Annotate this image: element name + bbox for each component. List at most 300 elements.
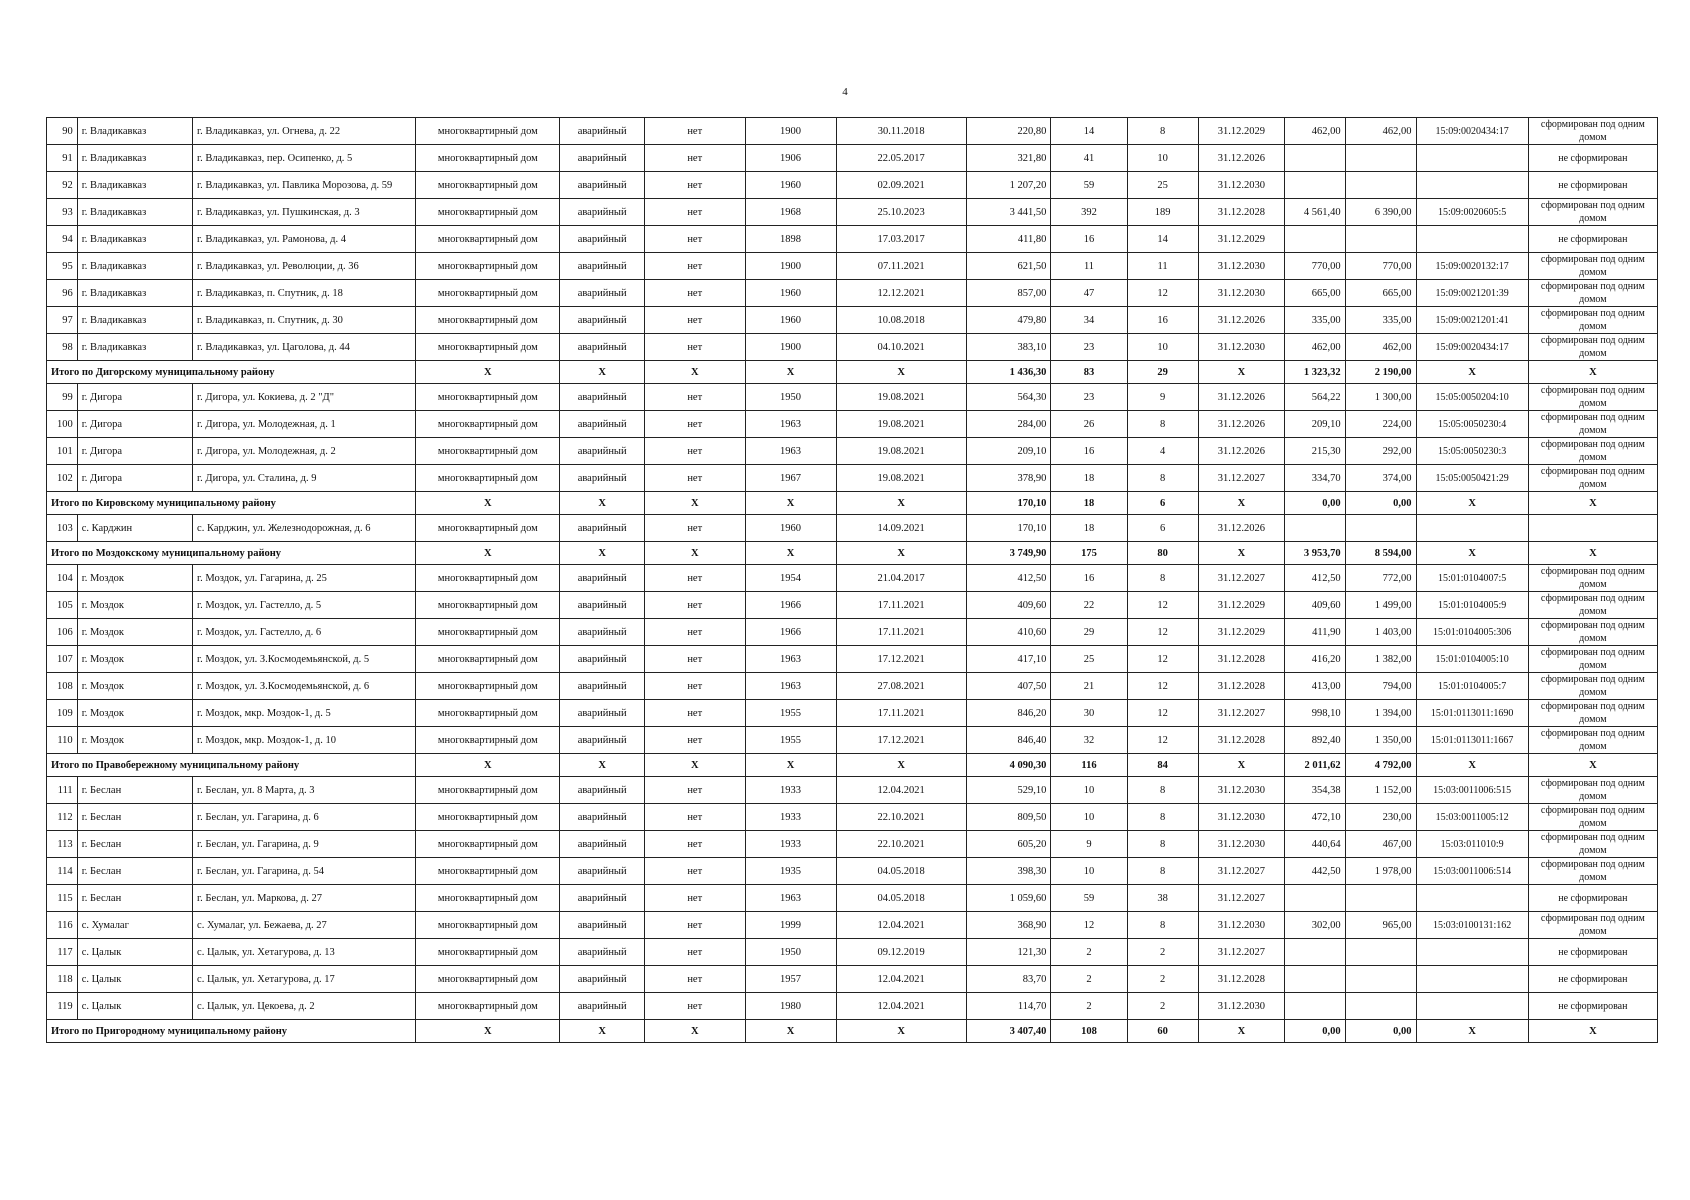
condition-cell: аварийный: [560, 515, 645, 542]
flag-cell: нет: [644, 966, 745, 993]
land-plot-area-cell: [1345, 172, 1416, 199]
area-cell: 417,10: [966, 646, 1051, 673]
district-total-row: [47, 754, 1658, 777]
condition-cell: аварийный: [560, 966, 645, 993]
condition-cell: аварийный: [560, 280, 645, 307]
apartments-count-cell: 38: [1127, 885, 1198, 912]
year-cell: 1963: [745, 411, 836, 438]
total-area-cell: 3 407,40: [966, 1020, 1051, 1043]
cadastral-number-cell: 15:01:0104007:5: [1416, 565, 1528, 592]
land-plot-area-cell: [1345, 145, 1416, 172]
residents-count-cell: 41: [1051, 145, 1127, 172]
total-land-area-cell: 2 011,62: [1285, 754, 1345, 777]
recognition-date-cell: 02.09.2021: [836, 172, 966, 199]
year-cell: 1967: [745, 465, 836, 492]
x-mark-cell: X: [1416, 542, 1528, 565]
cadastral-number-cell: 15:09:0020132:17: [1416, 253, 1528, 280]
apartments-count-cell: 8: [1127, 777, 1198, 804]
table-row: [47, 280, 1658, 307]
x-mark-cell: X: [416, 492, 560, 515]
cadastral-number-cell: 15:03:0011006:515: [1416, 777, 1528, 804]
area-cell: 220,80: [966, 118, 1051, 145]
apartments-count-cell: 12: [1127, 700, 1198, 727]
land-status-cell: не сформирован: [1528, 226, 1657, 253]
flag-cell: нет: [644, 515, 745, 542]
deadline-cell: 31.12.2029: [1198, 226, 1285, 253]
condition-cell: аварийный: [560, 912, 645, 939]
settlement-cell: г. Дигора: [77, 438, 192, 465]
x-mark-cell: X: [1416, 361, 1528, 384]
total-land-plot-area-cell: 8 594,00: [1345, 542, 1416, 565]
flag-cell: нет: [644, 145, 745, 172]
total-area-cell: 170,10: [966, 492, 1051, 515]
address-cell: с. Цалык, ул. Хетагурова, д. 17: [193, 966, 416, 993]
settlement-cell: г. Беслан: [77, 858, 192, 885]
land-status-cell: не сформирован: [1528, 966, 1657, 993]
land-status-cell: сформирован под одним домом: [1528, 307, 1657, 334]
apartments-count-cell: 12: [1127, 727, 1198, 754]
year-cell: 1933: [745, 804, 836, 831]
x-mark-cell: X: [836, 542, 966, 565]
condition-cell: аварийный: [560, 831, 645, 858]
area-cell: 605,20: [966, 831, 1051, 858]
table-row: [47, 411, 1658, 438]
area-cell: 621,50: [966, 253, 1051, 280]
row-number: 110: [47, 727, 78, 754]
x-mark-cell: X: [745, 542, 836, 565]
x-mark-cell: X: [644, 542, 745, 565]
recognition-date-cell: 17.11.2021: [836, 700, 966, 727]
x-mark-cell: X: [560, 754, 645, 777]
address-cell: г. Беслан, ул. Маркова, д. 27: [193, 885, 416, 912]
cadastral-number-cell: 15:09:0020434:17: [1416, 118, 1528, 145]
flag-cell: нет: [644, 172, 745, 199]
housing-register-table: [46, 117, 1658, 1043]
condition-cell: аварийный: [560, 646, 645, 673]
land-area-cell: 409,60: [1285, 592, 1345, 619]
deadline-cell: 31.12.2027: [1198, 885, 1285, 912]
flag-cell: нет: [644, 993, 745, 1020]
flag-cell: нет: [644, 334, 745, 361]
land-area-cell: 412,50: [1285, 565, 1345, 592]
year-cell: 1954: [745, 565, 836, 592]
year-cell: 1906: [745, 145, 836, 172]
x-mark-cell: X: [836, 1020, 966, 1043]
settlement-cell: г. Владикавказ: [77, 172, 192, 199]
area-cell: 209,10: [966, 438, 1051, 465]
residents-count-cell: 22: [1051, 592, 1127, 619]
cadastral-number-cell: [1416, 885, 1528, 912]
total-area-cell: 3 749,90: [966, 542, 1051, 565]
area-cell: 409,60: [966, 592, 1051, 619]
table-row: [47, 592, 1658, 619]
row-number: 118: [47, 966, 78, 993]
land-area-cell: 564,22: [1285, 384, 1345, 411]
apartments-count-cell: 2: [1127, 993, 1198, 1020]
house-type-cell: многоквартирный дом: [416, 619, 560, 646]
total-residents-cell: 83: [1051, 361, 1127, 384]
deadline-cell: 31.12.2027: [1198, 858, 1285, 885]
area-cell: 410,60: [966, 619, 1051, 646]
land-area-cell: 215,30: [1285, 438, 1345, 465]
row-number: 96: [47, 280, 78, 307]
area-cell: 121,30: [966, 939, 1051, 966]
area-cell: 368,90: [966, 912, 1051, 939]
table-body: [47, 118, 1658, 1043]
x-mark-cell: X: [644, 754, 745, 777]
condition-cell: аварийный: [560, 334, 645, 361]
recognition-date-cell: 17.12.2021: [836, 727, 966, 754]
apartments-count-cell: 2: [1127, 939, 1198, 966]
land-plot-area-cell: 467,00: [1345, 831, 1416, 858]
land-plot-area-cell: [1345, 966, 1416, 993]
land-status-cell: не сформирован: [1528, 172, 1657, 199]
residents-count-cell: 10: [1051, 777, 1127, 804]
row-number: 98: [47, 334, 78, 361]
residents-count-cell: 11: [1051, 253, 1127, 280]
area-cell: 564,30: [966, 384, 1051, 411]
x-mark-cell: X: [560, 542, 645, 565]
land-status-cell: сформирован под одним домом: [1528, 727, 1657, 754]
x-mark-cell: X: [1528, 361, 1657, 384]
address-cell: г. Владикавказ, ул. Огнева, д. 22: [193, 118, 416, 145]
year-cell: 1957: [745, 966, 836, 993]
table-row: [47, 939, 1658, 966]
x-mark-cell: X: [1198, 361, 1285, 384]
year-cell: 1963: [745, 646, 836, 673]
area-cell: 857,00: [966, 280, 1051, 307]
flag-cell: нет: [644, 619, 745, 646]
condition-cell: аварийный: [560, 118, 645, 145]
apartments-count-cell: 8: [1127, 565, 1198, 592]
apartments-count-cell: 10: [1127, 334, 1198, 361]
land-area-cell: [1285, 226, 1345, 253]
land-plot-area-cell: 292,00: [1345, 438, 1416, 465]
total-area-cell: 1 436,30: [966, 361, 1051, 384]
land-plot-area-cell: 1 152,00: [1345, 777, 1416, 804]
recognition-date-cell: 19.08.2021: [836, 384, 966, 411]
total-residents-cell: 116: [1051, 754, 1127, 777]
address-cell: с. Хумалаг, ул. Бежаева, д. 27: [193, 912, 416, 939]
settlement-cell: с. Цалык: [77, 966, 192, 993]
land-plot-area-cell: 462,00: [1345, 334, 1416, 361]
flag-cell: нет: [644, 384, 745, 411]
row-number: 103: [47, 515, 78, 542]
apartments-count-cell: 11: [1127, 253, 1198, 280]
total-label: Итого по Дигорскому муниципальному району: [47, 361, 416, 384]
district-total-row: [47, 361, 1658, 384]
flag-cell: нет: [644, 646, 745, 673]
land-plot-area-cell: 374,00: [1345, 465, 1416, 492]
x-mark-cell: X: [1528, 754, 1657, 777]
year-cell: 1960: [745, 515, 836, 542]
recognition-date-cell: 19.08.2021: [836, 465, 966, 492]
apartments-count-cell: 9: [1127, 384, 1198, 411]
x-mark-cell: X: [1198, 1020, 1285, 1043]
land-area-cell: 209,10: [1285, 411, 1345, 438]
land-status-cell: сформирован под одним домом: [1528, 118, 1657, 145]
table-row: [47, 334, 1658, 361]
table-row: [47, 172, 1658, 199]
residents-count-cell: 29: [1051, 619, 1127, 646]
land-status-cell: сформирован под одним домом: [1528, 592, 1657, 619]
land-status-cell: [1528, 515, 1657, 542]
cadastral-number-cell: 15:09:0020605:5: [1416, 199, 1528, 226]
deadline-cell: 31.12.2030: [1198, 777, 1285, 804]
flag-cell: нет: [644, 700, 745, 727]
deadline-cell: 31.12.2029: [1198, 118, 1285, 145]
house-type-cell: многоквартирный дом: [416, 199, 560, 226]
land-area-cell: [1285, 939, 1345, 966]
row-number: 108: [47, 673, 78, 700]
deadline-cell: 31.12.2027: [1198, 939, 1285, 966]
row-number: 119: [47, 993, 78, 1020]
flag-cell: нет: [644, 858, 745, 885]
cadastral-number-cell: [1416, 939, 1528, 966]
settlement-cell: г. Моздок: [77, 565, 192, 592]
land-area-cell: 4 561,40: [1285, 199, 1345, 226]
address-cell: г. Владикавказ, п. Спутник, д. 18: [193, 280, 416, 307]
recognition-date-cell: 04.05.2018: [836, 885, 966, 912]
residents-count-cell: 23: [1051, 384, 1127, 411]
land-area-cell: [1285, 145, 1345, 172]
x-mark-cell: X: [836, 492, 966, 515]
total-label: Итого по Правобережному муниципальному району: [47, 754, 416, 777]
deadline-cell: 31.12.2030: [1198, 993, 1285, 1020]
residents-count-cell: 34: [1051, 307, 1127, 334]
residents-count-cell: 2: [1051, 939, 1127, 966]
area-cell: 407,50: [966, 673, 1051, 700]
year-cell: 1935: [745, 858, 836, 885]
year-cell: 1950: [745, 939, 836, 966]
condition-cell: аварийный: [560, 700, 645, 727]
residents-count-cell: 59: [1051, 885, 1127, 912]
recognition-date-cell: 17.11.2021: [836, 619, 966, 646]
house-type-cell: многоквартирный дом: [416, 280, 560, 307]
table-row: [47, 199, 1658, 226]
condition-cell: аварийный: [560, 619, 645, 646]
row-number: 109: [47, 700, 78, 727]
cadastral-number-cell: 15:01:0113011:1667: [1416, 727, 1528, 754]
deadline-cell: 31.12.2028: [1198, 673, 1285, 700]
deadline-cell: 31.12.2030: [1198, 253, 1285, 280]
address-cell: г. Дигора, ул. Сталина, д. 9: [193, 465, 416, 492]
total-apartments-cell: 60: [1127, 1020, 1198, 1043]
year-cell: 1999: [745, 912, 836, 939]
table-row: [47, 619, 1658, 646]
land-status-cell: не сформирован: [1528, 885, 1657, 912]
row-number: 105: [47, 592, 78, 619]
land-area-cell: 302,00: [1285, 912, 1345, 939]
recognition-date-cell: 04.10.2021: [836, 334, 966, 361]
recognition-date-cell: 04.05.2018: [836, 858, 966, 885]
apartments-count-cell: 12: [1127, 673, 1198, 700]
house-type-cell: многоквартирный дом: [416, 592, 560, 619]
recognition-date-cell: 17.12.2021: [836, 646, 966, 673]
area-cell: 170,10: [966, 515, 1051, 542]
apartments-count-cell: 12: [1127, 619, 1198, 646]
area-cell: 412,50: [966, 565, 1051, 592]
condition-cell: аварийный: [560, 727, 645, 754]
total-residents-cell: 18: [1051, 492, 1127, 515]
house-type-cell: многоквартирный дом: [416, 565, 560, 592]
address-cell: с. Цалык, ул. Цекоева, д. 2: [193, 993, 416, 1020]
x-mark-cell: X: [745, 361, 836, 384]
cadastral-number-cell: [1416, 966, 1528, 993]
deadline-cell: 31.12.2027: [1198, 565, 1285, 592]
x-mark-cell: X: [1198, 542, 1285, 565]
land-status-cell: сформирован под одним домом: [1528, 912, 1657, 939]
x-mark-cell: X: [644, 492, 745, 515]
recognition-date-cell: 22.10.2021: [836, 831, 966, 858]
land-area-cell: 354,38: [1285, 777, 1345, 804]
land-area-cell: [1285, 172, 1345, 199]
land-status-cell: сформирован под одним домом: [1528, 700, 1657, 727]
deadline-cell: 31.12.2029: [1198, 619, 1285, 646]
land-area-cell: [1285, 966, 1345, 993]
house-type-cell: многоквартирный дом: [416, 939, 560, 966]
house-type-cell: многоквартирный дом: [416, 411, 560, 438]
total-residents-cell: 175: [1051, 542, 1127, 565]
row-number: 97: [47, 307, 78, 334]
total-residents-cell: 108: [1051, 1020, 1127, 1043]
total-area-cell: 4 090,30: [966, 754, 1051, 777]
land-area-cell: 442,50: [1285, 858, 1345, 885]
condition-cell: аварийный: [560, 804, 645, 831]
x-mark-cell: X: [745, 492, 836, 515]
flag-cell: нет: [644, 411, 745, 438]
settlement-cell: г. Моздок: [77, 646, 192, 673]
land-plot-area-cell: 335,00: [1345, 307, 1416, 334]
recognition-date-cell: 22.10.2021: [836, 804, 966, 831]
flag-cell: нет: [644, 592, 745, 619]
address-cell: г. Дигора, ул. Молодежная, д. 2: [193, 438, 416, 465]
land-status-cell: сформирован под одним домом: [1528, 253, 1657, 280]
deadline-cell: 31.12.2030: [1198, 172, 1285, 199]
residents-count-cell: 26: [1051, 411, 1127, 438]
deadline-cell: 31.12.2030: [1198, 831, 1285, 858]
flag-cell: нет: [644, 438, 745, 465]
table-row: [47, 831, 1658, 858]
settlement-cell: с. Цалык: [77, 939, 192, 966]
apartments-count-cell: 8: [1127, 118, 1198, 145]
residents-count-cell: 2: [1051, 966, 1127, 993]
total-land-area-cell: 0,00: [1285, 492, 1345, 515]
land-plot-area-cell: 462,00: [1345, 118, 1416, 145]
area-cell: 83,70: [966, 966, 1051, 993]
table-row: [47, 253, 1658, 280]
row-number: 92: [47, 172, 78, 199]
land-area-cell: [1285, 993, 1345, 1020]
flag-cell: нет: [644, 885, 745, 912]
total-land-area-cell: 0,00: [1285, 1020, 1345, 1043]
x-mark-cell: X: [1528, 542, 1657, 565]
area-cell: 1 059,60: [966, 885, 1051, 912]
address-cell: г. Владикавказ, п. Спутник, д. 30: [193, 307, 416, 334]
total-land-plot-area-cell: 4 792,00: [1345, 754, 1416, 777]
recognition-date-cell: 12.04.2021: [836, 993, 966, 1020]
condition-cell: аварийный: [560, 858, 645, 885]
settlement-cell: с. Хумалаг: [77, 912, 192, 939]
land-status-cell: сформирован под одним домом: [1528, 619, 1657, 646]
x-mark-cell: X: [560, 361, 645, 384]
table-row: [47, 912, 1658, 939]
deadline-cell: 31.12.2028: [1198, 646, 1285, 673]
year-cell: 1933: [745, 777, 836, 804]
row-number: 106: [47, 619, 78, 646]
house-type-cell: многоквартирный дом: [416, 912, 560, 939]
settlement-cell: г. Беслан: [77, 777, 192, 804]
table-row: [47, 858, 1658, 885]
district-total-row: [47, 492, 1658, 515]
land-plot-area-cell: 770,00: [1345, 253, 1416, 280]
apartments-count-cell: 14: [1127, 226, 1198, 253]
house-type-cell: многоквартирный дом: [416, 966, 560, 993]
area-cell: 383,10: [966, 334, 1051, 361]
row-number: 94: [47, 226, 78, 253]
land-status-cell: не сформирован: [1528, 993, 1657, 1020]
residents-count-cell: 47: [1051, 280, 1127, 307]
house-type-cell: многоквартирный дом: [416, 993, 560, 1020]
cadastral-number-cell: 15:05:0050230:4: [1416, 411, 1528, 438]
land-status-cell: сформирован под одним домом: [1528, 565, 1657, 592]
house-type-cell: многоквартирный дом: [416, 885, 560, 912]
area-cell: 479,80: [966, 307, 1051, 334]
recognition-date-cell: 25.10.2023: [836, 199, 966, 226]
house-type-cell: многоквартирный дом: [416, 777, 560, 804]
residents-count-cell: 32: [1051, 727, 1127, 754]
recognition-date-cell: 12.12.2021: [836, 280, 966, 307]
x-mark-cell: X: [745, 1020, 836, 1043]
residents-count-cell: 16: [1051, 438, 1127, 465]
land-plot-area-cell: 772,00: [1345, 565, 1416, 592]
table-row: [47, 384, 1658, 411]
deadline-cell: 31.12.2028: [1198, 727, 1285, 754]
house-type-cell: многоквартирный дом: [416, 858, 560, 885]
land-status-cell: сформирован под одним домом: [1528, 438, 1657, 465]
condition-cell: аварийный: [560, 253, 645, 280]
row-number: 102: [47, 465, 78, 492]
condition-cell: аварийный: [560, 438, 645, 465]
row-number: 117: [47, 939, 78, 966]
cadastral-number-cell: [1416, 172, 1528, 199]
year-cell: 1960: [745, 307, 836, 334]
flag-cell: нет: [644, 912, 745, 939]
land-status-cell: сформирован под одним домом: [1528, 384, 1657, 411]
x-mark-cell: X: [416, 542, 560, 565]
address-cell: г. Беслан, ул. Гагарина, д. 54: [193, 858, 416, 885]
table-row: [47, 307, 1658, 334]
year-cell: 1960: [745, 280, 836, 307]
land-area-cell: 462,00: [1285, 118, 1345, 145]
total-apartments-cell: 80: [1127, 542, 1198, 565]
cadastral-number-cell: 15:03:0100131:162: [1416, 912, 1528, 939]
x-mark-cell: X: [644, 1020, 745, 1043]
deadline-cell: 31.12.2026: [1198, 307, 1285, 334]
settlement-cell: г. Беслан: [77, 885, 192, 912]
residents-count-cell: 9: [1051, 831, 1127, 858]
land-area-cell: 416,20: [1285, 646, 1345, 673]
flag-cell: нет: [644, 727, 745, 754]
condition-cell: аварийный: [560, 993, 645, 1020]
address-cell: г. Беслан, ул. Гагарина, д. 9: [193, 831, 416, 858]
settlement-cell: с. Цалык: [77, 993, 192, 1020]
land-plot-area-cell: [1345, 993, 1416, 1020]
cadastral-number-cell: 15:05:0050204:10: [1416, 384, 1528, 411]
land-plot-area-cell: 6 390,00: [1345, 199, 1416, 226]
cadastral-number-cell: 15:09:0020434:17: [1416, 334, 1528, 361]
year-cell: 1963: [745, 673, 836, 700]
